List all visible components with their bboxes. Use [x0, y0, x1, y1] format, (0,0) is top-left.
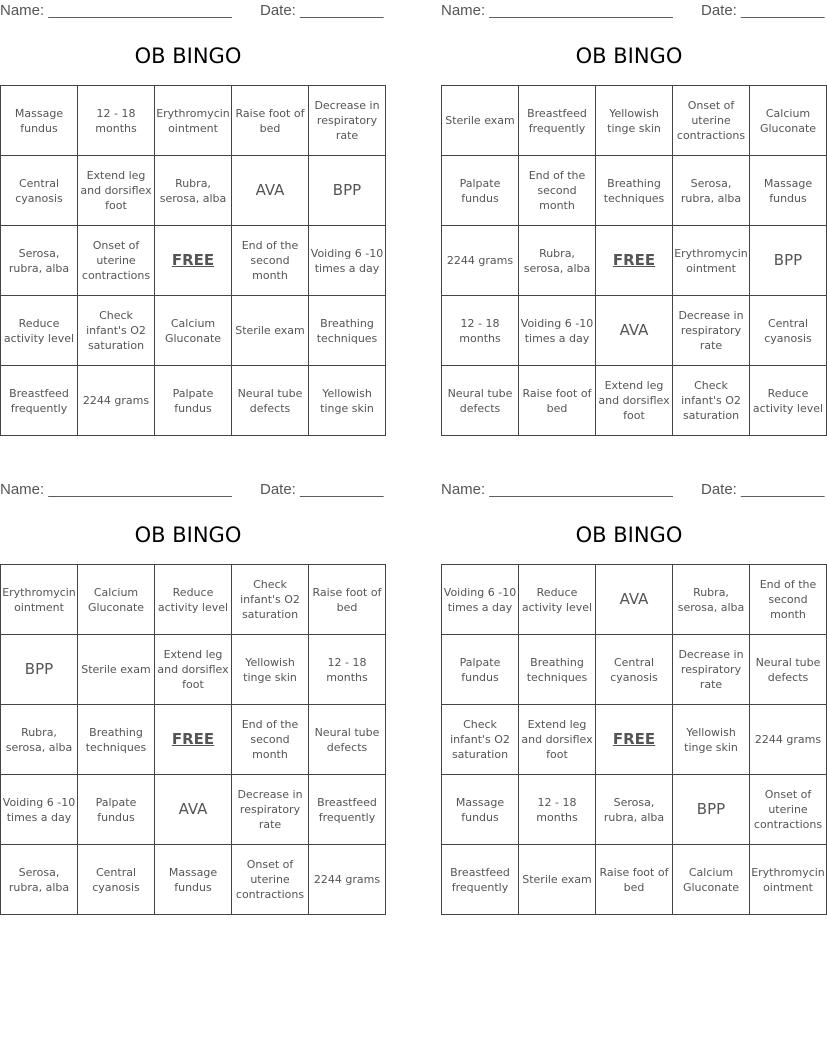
bingo-row: [1, 226, 386, 296]
bingo-row: [1, 705, 386, 775]
card-title: OB BINGO: [134, 523, 242, 547]
bingo-cell[interactable]: Voiding 6 -10 times a day: [309, 226, 386, 296]
bingo-cell[interactable]: Erythromycin ointment: [750, 845, 827, 915]
bingo-cell[interactable]: Serosa, rubra, alba: [1, 845, 78, 915]
bingo-cell[interactable]: Decrease in respiratory rate: [232, 775, 309, 845]
bingo-cell[interactable]: Sterile exam: [519, 845, 596, 915]
bingo-cell[interactable]: BPP: [309, 156, 386, 226]
bingo-cell[interactable]: Central cyanosis: [596, 635, 673, 705]
bingo-row: [442, 226, 827, 296]
bingo-cell[interactable]: Reduce activity level: [750, 366, 827, 436]
bingo-row: [1, 296, 386, 366]
bingo-cell[interactable]: Serosa, rubra, alba: [1, 226, 78, 296]
bingo-cell[interactable]: Sterile exam: [232, 296, 309, 366]
card-title: OB BINGO: [575, 523, 683, 547]
bingo-cell[interactable]: Palpate fundus: [78, 775, 155, 845]
bingo-cell[interactable]: Neural tube defects: [232, 366, 309, 436]
bingo-cell[interactable]: Breastfeed frequently: [442, 845, 519, 915]
bingo-cell[interactable]: AVA: [232, 156, 309, 226]
bingo-row: [1, 86, 386, 156]
bingo-cell[interactable]: Neural tube defects: [309, 705, 386, 775]
card-title: OB BINGO: [134, 44, 242, 68]
bingo-cell[interactable]: Breathing techniques: [519, 635, 596, 705]
bingo-cell[interactable]: Rubra, serosa, alba: [1, 705, 78, 775]
bingo-cell[interactable]: Massage fundus: [155, 845, 232, 915]
bingo-cell[interactable]: Breathing techniques: [309, 296, 386, 366]
free-space-cell[interactable]: FREE: [596, 705, 673, 775]
bingo-cell[interactable]: Reduce activity level: [1, 296, 78, 366]
bingo-cell[interactable]: End of the second month: [232, 705, 309, 775]
bingo-cell[interactable]: Onset of uterine contractions: [78, 226, 155, 296]
bingo-row: [1, 366, 386, 436]
bingo-cell[interactable]: Raise foot of bed: [309, 565, 386, 635]
bingo-cell[interactable]: Central cyanosis: [750, 296, 827, 366]
bingo-cell[interactable]: Calcium Gluconate: [78, 565, 155, 635]
bingo-cell[interactable]: AVA: [596, 565, 673, 635]
bingo-cell[interactable]: BPP: [673, 775, 750, 845]
bingo-row: [442, 845, 827, 915]
bingo-cell[interactable]: Decrease in respiratory rate: [673, 296, 750, 366]
bingo-cell[interactable]: Serosa, rubra, alba: [596, 775, 673, 845]
bingo-cell[interactable]: Onset of uterine contractions: [232, 845, 309, 915]
bingo-cell[interactable]: Rubra, serosa, alba: [519, 226, 596, 296]
bingo-cell[interactable]: Yellowish tinge skin: [309, 366, 386, 436]
bingo-cell[interactable]: Calcium Gluconate: [750, 86, 827, 156]
bingo-cell[interactable]: Palpate fundus: [442, 156, 519, 226]
bingo-row: [442, 296, 827, 366]
bingo-cell[interactable]: 2244 grams: [309, 845, 386, 915]
bingo-row: [442, 366, 827, 436]
bingo-cell[interactable]: Massage fundus: [1, 86, 78, 156]
bingo-cell[interactable]: Yellowish tinge skin: [596, 86, 673, 156]
bingo-cell[interactable]: Decrease in respiratory rate: [673, 635, 750, 705]
bingo-cell[interactable]: Serosa, rubra, alba: [673, 156, 750, 226]
bingo-cell[interactable]: Reduce activity level: [519, 565, 596, 635]
bingo-card-1: [0, 2, 384, 442]
bingo-row: [1, 775, 386, 845]
name-field[interactable]: Name: ______________________: [0, 481, 232, 498]
bingo-cell[interactable]: Check infant's O2 saturation: [78, 296, 155, 366]
bingo-row: [442, 86, 827, 156]
bingo-cell[interactable]: Breastfeed frequently: [1, 366, 78, 436]
bingo-cell[interactable]: End of the second month: [232, 226, 309, 296]
bingo-row: [1, 565, 386, 635]
bingo-cell[interactable]: Breathing techniques: [78, 705, 155, 775]
bingo-cell[interactable]: Reduce activity level: [155, 565, 232, 635]
bingo-cell[interactable]: Neural tube defects: [442, 366, 519, 436]
bingo-cell[interactable]: Extend leg and dorsiflex foot: [78, 156, 155, 226]
free-space-cell[interactable]: FREE: [155, 226, 232, 296]
bingo-grid: [441, 564, 827, 915]
bingo-cell[interactable]: Voiding 6 -10 times a day: [442, 565, 519, 635]
bingo-cell[interactable]: 12 - 18 months: [519, 775, 596, 845]
bingo-cell[interactable]: Breastfeed frequently: [519, 86, 596, 156]
bingo-cell[interactable]: Check infant's O2 saturation: [442, 705, 519, 775]
bingo-cell[interactable]: AVA: [155, 775, 232, 845]
bingo-cell[interactable]: Onset of uterine contractions: [673, 86, 750, 156]
date-field[interactable]: Date: __________: [701, 2, 825, 19]
bingo-row: [442, 565, 827, 635]
bingo-cell[interactable]: Raise foot of bed: [232, 86, 309, 156]
bingo-cell[interactable]: Central cyanosis: [1, 156, 78, 226]
bingo-cell[interactable]: Extend leg and dorsiflex foot: [155, 635, 232, 705]
bingo-cell[interactable]: Yellowish tinge skin: [232, 635, 309, 705]
bingo-cell[interactable]: End of the second month: [750, 565, 827, 635]
bingo-card-2: [441, 2, 825, 442]
bingo-row: [442, 635, 827, 705]
bingo-grid: [441, 85, 827, 436]
bingo-cell[interactable]: Rubra, serosa, alba: [673, 565, 750, 635]
bingo-row: [442, 156, 827, 226]
bingo-cell[interactable]: Erythromycin ointment: [673, 226, 750, 296]
bingo-row: [1, 635, 386, 705]
date-field[interactable]: Date: __________: [260, 2, 384, 19]
bingo-cell[interactable]: Raise foot of bed: [519, 366, 596, 436]
bingo-cell[interactable]: Sterile exam: [78, 635, 155, 705]
bingo-grid: [0, 85, 386, 436]
card-title: OB BINGO: [575, 44, 683, 68]
bingo-cell[interactable]: Breathing techniques: [596, 156, 673, 226]
bingo-cell[interactable]: Erythromycin ointment: [1, 565, 78, 635]
bingo-cell[interactable]: Calcium Gluconate: [155, 296, 232, 366]
free-space-cell[interactable]: FREE: [596, 226, 673, 296]
bingo-card-3: [0, 481, 384, 921]
bingo-cell[interactable]: End of the second month: [519, 156, 596, 226]
bingo-cell[interactable]: 2244 grams: [750, 705, 827, 775]
bingo-cell[interactable]: Onset of uterine contractions: [750, 775, 827, 845]
bingo-cell[interactable]: BPP: [750, 226, 827, 296]
bingo-cell[interactable]: Palpate fundus: [442, 635, 519, 705]
bingo-cell[interactable]: Palpate fundus: [155, 366, 232, 436]
date-field[interactable]: Date: __________: [260, 481, 384, 498]
name-field[interactable]: Name: ______________________: [441, 481, 673, 498]
bingo-row: [442, 775, 827, 845]
bingo-card-4: [441, 481, 825, 921]
bingo-cell[interactable]: Raise foot of bed: [596, 845, 673, 915]
bingo-grid: [0, 564, 386, 915]
bingo-cell[interactable]: Yellowish tinge skin: [673, 705, 750, 775]
bingo-cell[interactable]: 2244 grams: [442, 226, 519, 296]
bingo-cell[interactable]: AVA: [596, 296, 673, 366]
name-field[interactable]: Name: ______________________: [441, 2, 673, 19]
free-space-cell[interactable]: FREE: [155, 705, 232, 775]
bingo-cell[interactable]: Voiding 6 -10 times a day: [519, 296, 596, 366]
bingo-cell[interactable]: Voiding 6 -10 times a day: [1, 775, 78, 845]
bingo-cell[interactable]: Sterile exam: [442, 86, 519, 156]
bingo-cell[interactable]: Massage fundus: [442, 775, 519, 845]
bingo-cell[interactable]: Rubra, serosa, alba: [155, 156, 232, 226]
bingo-cell[interactable]: Extend leg and dorsiflex foot: [519, 705, 596, 775]
bingo-row: [1, 156, 386, 226]
bingo-cell[interactable]: Decrease in respiratory rate: [309, 86, 386, 156]
bingo-row: [1, 845, 386, 915]
bingo-cell[interactable]: Extend leg and dorsiflex foot: [596, 366, 673, 436]
bingo-cell[interactable]: Calcium Gluconate: [673, 845, 750, 915]
bingo-row: [442, 705, 827, 775]
bingo-cell[interactable]: BPP: [1, 635, 78, 705]
bingo-cell[interactable]: Central cyanosis: [78, 845, 155, 915]
bingo-cell[interactable]: Neural tube defects: [750, 635, 827, 705]
bingo-cell[interactable]: Check infant's O2 saturation: [673, 366, 750, 436]
bingo-cell[interactable]: 2244 grams: [78, 366, 155, 436]
bingo-cell[interactable]: Breastfeed frequently: [309, 775, 386, 845]
name-field[interactable]: Name: ______________________: [0, 2, 232, 19]
bingo-cell[interactable]: 12 - 18 months: [78, 86, 155, 156]
bingo-cell[interactable]: Massage fundus: [750, 156, 827, 226]
bingo-cell[interactable]: 12 - 18 months: [442, 296, 519, 366]
date-field[interactable]: Date: __________: [701, 481, 825, 498]
bingo-cell[interactable]: Erythromycin ointment: [155, 86, 232, 156]
bingo-cell[interactable]: 12 - 18 months: [309, 635, 386, 705]
bingo-cell[interactable]: Check infant's O2 saturation: [232, 565, 309, 635]
